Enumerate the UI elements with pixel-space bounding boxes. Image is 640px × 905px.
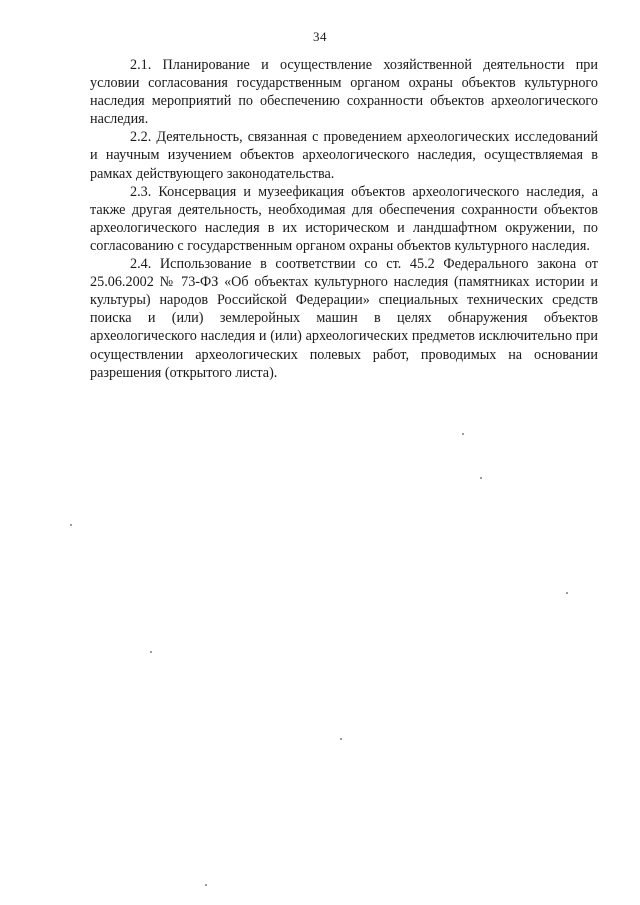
scan-speck — [480, 477, 482, 479]
document-body — [90, 56, 598, 382]
paragraph-2-3: 2.3. Консервация и музеефикация объектов археологического наследия, а также другая деятельность, необходимая для обеспечения сохранности объектов археологического наследия в их историческом и ландшафтном окружении, по согласованию с государственным органом охраны объектов культурного наследия. — [90, 183, 598, 254]
scan-speck — [205, 884, 207, 886]
scan-speck — [70, 524, 72, 526]
page-number: 34 — [313, 29, 327, 44]
scan-speck — [340, 738, 342, 740]
scan-speck — [462, 433, 464, 435]
paragraph-2-1: 2.1. Планирование и осуществление хозяйственной деятельности при условии согласования государственным органом охраны объектов культурного наследия мероприятий по обеспечению сохранности объектов археологического наследия. — [90, 57, 598, 128]
scan-speck — [150, 651, 152, 653]
paragraph-2-2: 2.2. Деятельность, связанная с проведением археологических исследований и научным изучением объектов археологического наследия, осуществляемая в рамках действующего законодательства. — [90, 129, 598, 182]
scan-speck — [566, 592, 568, 594]
paragraph-2-4: 2.4. Использование в соответствии со ст. 45.2 Федерального закона от 25.06.2002 № 73-ФЗ «Об объектах культурного наследия (памятниках истории и культуры) народов Российской Федерации» специальных технических средств поиска и (или) землеройных машин в целях обнаружения объектов археологического наследия и (или) археологических предметов исключительно при осуществлении археологических полевых работ, проводимых на основании разрешения (открытого листа). — [90, 256, 598, 381]
